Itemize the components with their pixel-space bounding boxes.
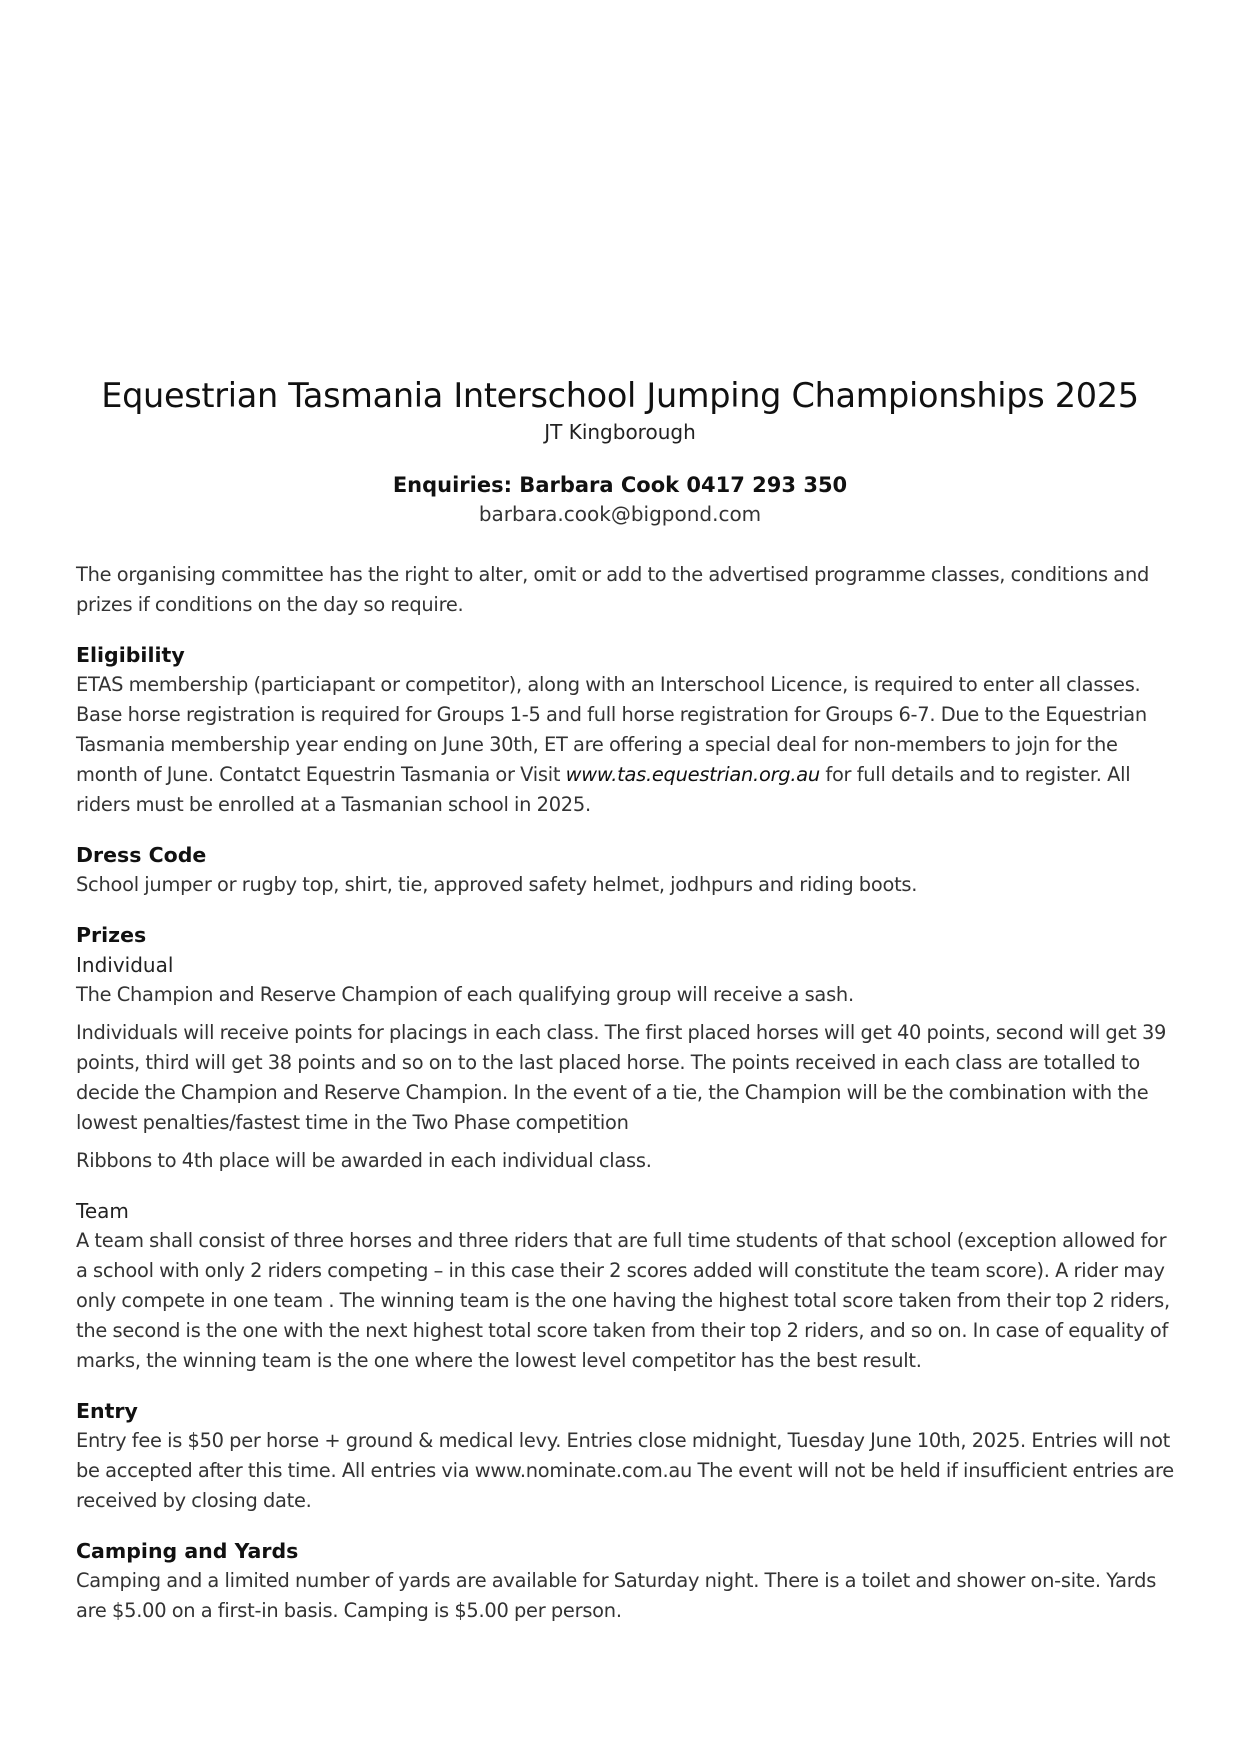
- team-text: A team shall consist of three horses and three riders that are full time students of that school (exception allowed for a school with only 2 riders competing – in this case their 2 scores added will constitute the team score). A rider may only compete in one team . The winning team is the one having the highest total score taken from their top 2 riders, the second is the one with the next highest total score taken from their top 2 riders, and so on. In case of equality of marks, the winning team is the one where the lowest level competitor has the best result.: [76, 1229, 1170, 1372]
- enquiries-contact: Enquiries: Barbara Cook 0417 293 350: [392, 473, 848, 497]
- individual-points-text: Individuals will receive points for placings in each class. The first placed horses will get 40 points, second will get 39 points, third will get 38 points and so on to the last placed horse. The points received in each class are totalled to decide the Champion and Reserve Champion. In the event of a tie, the Champion will be the combination with the lowest penalties/fastest time in the Two Phase competition: [76, 1021, 1167, 1134]
- venue-name: JT Kingborough: [544, 420, 696, 444]
- dress-code-section: [76, 840, 1176, 900]
- eligibility-text-end: for full details and to register. All riders must be enrolled at a Tasmanian school in 2025.: [76, 763, 1131, 816]
- camping-section: [76, 1536, 1176, 1626]
- eligibility-text-start: ETAS membership (particiapant or competitor), along with an Interschool Licence, is required to enter all classes. Base horse registration is required for Groups 1-5 and full horse registration for Groups 6-7. Due to the Equestrian Tasmania membership year ending on June 30th, ET are offering a special deal for non-members to jojn for the month of June. Contatct Equestrin Tasmania or Visit: [76, 673, 1147, 786]
- eligibility-section: [76, 640, 1176, 820]
- entry-heading: Entry: [76, 1399, 138, 1423]
- contact-email: barbara.cook@bigpond.com: [478, 502, 762, 526]
- intro-paragraph: The organising committee has the right to alter, omit or add to the advertised programme classes, conditions and prizes if conditions on the day so require.: [76, 563, 1150, 616]
- prizes-section: [76, 920, 1176, 1376]
- individual-sash-text: The Champion and Reserve Champion of each qualifying group will receive a sash.: [76, 983, 854, 1006]
- individual-ribbons-text: Ribbons to 4th place will be awarded in each individual class.: [76, 1149, 652, 1172]
- document-header: [0, 372, 1240, 528]
- document-body: [76, 560, 1176, 1646]
- document-title: Equestrian Tasmania Interschool Jumping Championships 2025: [101, 376, 1139, 415]
- dress-code-heading: Dress Code: [76, 843, 207, 867]
- entry-text: Entry fee is $50 per horse + ground & medical levy. Entries close midnight, Tuesday June 10th, 2025. Entries will not be accepted after this time. All entries via www.nominate.com.au The event will not be held if insufficient entries are received by closing date.: [76, 1429, 1174, 1512]
- camping-heading: Camping and Yards: [76, 1539, 299, 1563]
- entry-section: [76, 1396, 1176, 1516]
- eligibility-heading: Eligibility: [76, 643, 185, 667]
- team-subheading: Team: [76, 1199, 129, 1223]
- tas-equestrian-link[interactable]: www.tas.equestrian.org.au: [565, 763, 820, 786]
- dress-code-text: School jumper or rugby top, shirt, tie, approved safety helmet, jodhpurs and riding boots.: [76, 873, 918, 896]
- individual-subheading: Individual: [76, 953, 174, 977]
- prizes-heading: Prizes: [76, 923, 147, 947]
- camping-text: Camping and a limited number of yards are available for Saturday night. There is a toilet and shower on-site. Yards are $5.00 on a first-in basis. Camping is $5.00 per person.: [76, 1569, 1157, 1622]
- eligibility-text: [76, 670, 1176, 820]
